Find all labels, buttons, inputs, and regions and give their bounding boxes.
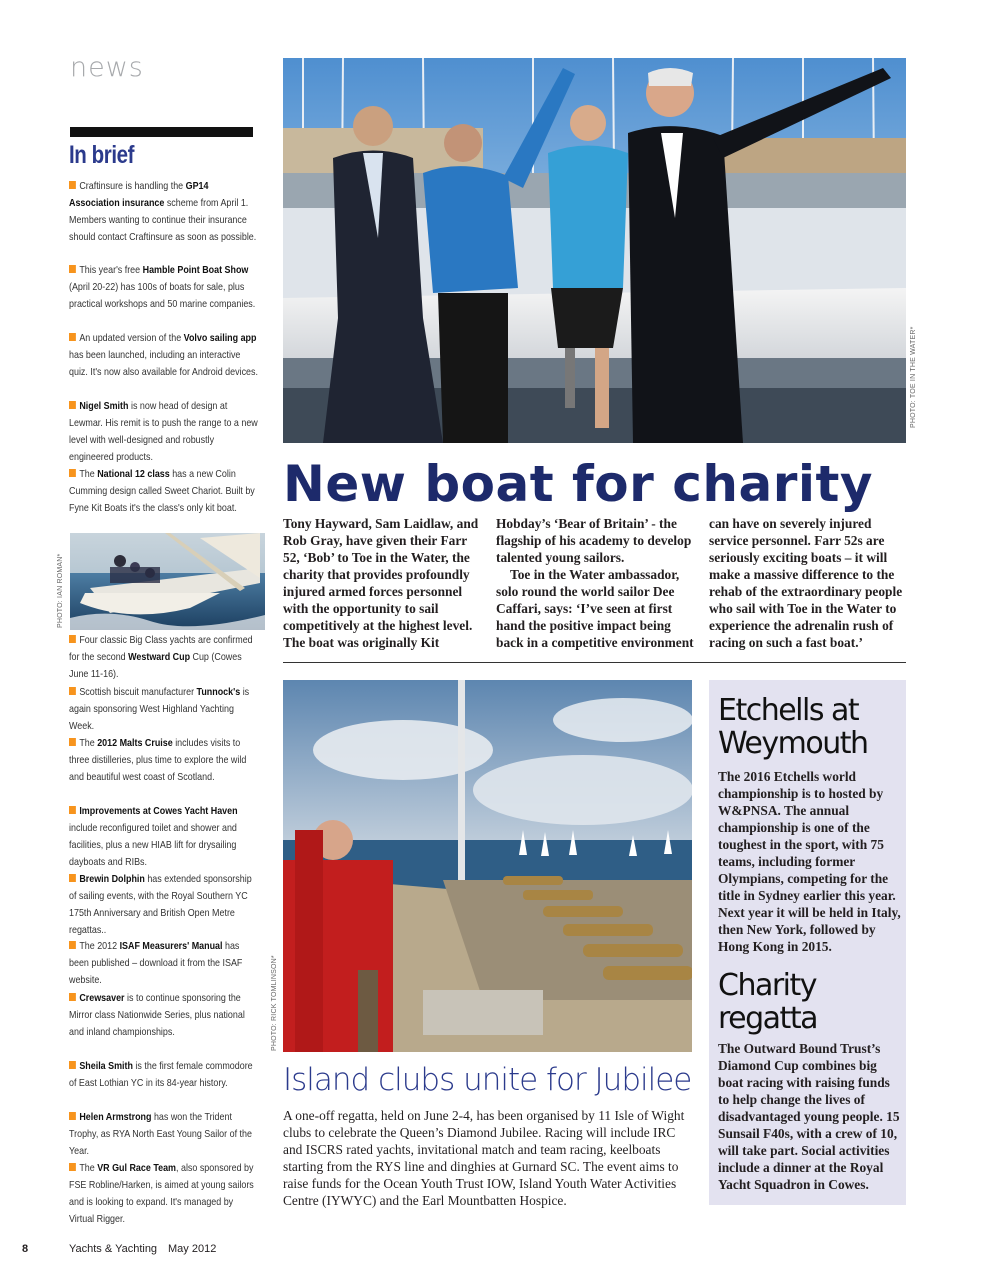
section-tag: news (70, 52, 144, 83)
jubilee-body: A one-off regatta, held on June 2-4, has been organised by 11 Isle of Wight clubs to celebrate the Queen’s Diamond Jubilee. Racing will include IRC and ISCRS rated yachts, invitational match and team racing, keelboats starting from the RYS line and dinghies at Gurnard SC. The event aims to raise funds for the Ocean Youth Trust IOW, Island Youth Water Activities Centre (IYWYC) and the Earl Mountbatten Hospice. (283, 1108, 685, 1208)
brief-item: The 2012 Malts Cruise includes visits to three distilleries, plus time to explore the wild and beautiful west coast of Scotland. (69, 738, 247, 783)
jubilee-cannons-photo (283, 680, 692, 1052)
brief-item: This year's free Hamble Point Boat Show (April 20-22) has 100s of boats for sale, plus practical workshops and 50 marine companies. (69, 265, 256, 310)
bullet-square-icon (69, 806, 76, 814)
story-column-1 (283, 515, 483, 651)
brief-item: Improvements at Cowes Yacht Haven include reconfigured toilet and shower and facilities, plus a new HIAB lift for drysailing dayboats and RIBs. (69, 806, 238, 868)
bullet-square-icon (69, 1163, 76, 1171)
brief-item: Scottish biscuit manufacturer Tunnock's is again sponsoring West Highland Yachting Week. (69, 687, 250, 732)
brief-item: The VR Gul Race Team, also sponsored by FSE Robline/Harken, is aimed at young sailors and is looking to expand. It's managed by Virtual Rigger. (69, 1163, 254, 1225)
brief-item: Helen Armstrong has won the Trident Trophy, as RYA North East Young Sailor of the Year. (69, 1112, 252, 1157)
in-brief-title: In brief (69, 141, 135, 169)
story-paragraph: Hobday’s ‘Bear of Britain’ - the flagship of his academy to develop talented young sailors. (496, 516, 692, 565)
story-column-3 (709, 515, 907, 651)
bullet-square-icon (69, 265, 76, 273)
brief-item: Brewin Dolphin has extended sponsorship of sailing events, with the Royal Southern YC 175th Anniversary and British Open Metre regattas.. (69, 874, 252, 936)
brief-item: Crewsaver is to continue sponsoring the Mirror class Nationwide Series, plus national and inland championships. (69, 993, 245, 1038)
story-paragraph: can have on severely injured service personnel. Farr 52s are seriously exciting boats – it will make a massive difference to the rehab of the extraordinary people who sail with Toe in the Water to experience the adrenalin rush of racing on such a fast boat.’ (709, 516, 903, 650)
bullet-square-icon (69, 401, 76, 409)
bullet-square-icon (69, 687, 76, 695)
in-brief-rule (70, 127, 253, 137)
story-column-2 (496, 515, 696, 651)
classic-yacht-photo (70, 533, 265, 630)
story-paragraph: Tony Hayward, Sam Laidlaw, and Rob Gray, have given their Farr 52, ‘Bob’ to Toe in the Water, the charity that provides profoundly injured armed forces personnel with the opportunity to sail competitively at the highest level. The boat was originally Kit (283, 516, 479, 650)
photo-credit-main: PHOTO: TOE IN THE WATER* (910, 326, 917, 428)
charity-regatta-body: The Outward Bound Trust’s Diamond Cup combines big boat racing with raising funds to help change the lives of disadvantaged young people. 15 Sunsail F40s, with a crew of 10, will take part. Social activities include a dinner at the Royal Yacht Squadron in Cowes. (718, 1041, 900, 1192)
jubilee-headline: Island clubs unite for Jubilee (283, 1062, 692, 1098)
brief-item: Craftinsure is handling the GP14 Association insurance scheme from April 1. Members wanting to continue their insurance should contact Craftinsure as soon as possible. (69, 181, 257, 243)
etchells-headline: Etchells at Weymouth (718, 693, 868, 761)
issue-date: May 2012 (168, 1243, 217, 1255)
section-divider (283, 662, 906, 663)
charity-group-photo (283, 58, 906, 443)
bullet-square-icon (69, 874, 76, 882)
story-paragraph: Toe in the Water ambassador, solo round the world sailor Dee Caffari, says: ‘I’ve seen at first hand the positive impact being back in a competitive environment (496, 567, 694, 650)
magazine-name: Yachts & Yachting (69, 1243, 158, 1255)
brief-item: An updated version of the Volvo sailing app has been launched, including an interactive quiz. It's now also available for Android devices. (69, 333, 258, 378)
brief-item: The National 12 class has a new Colin Cumming design called Sweet Chariot. Built by Fyne Kit Boats it's the class's only kit boat. (69, 469, 255, 514)
bullet-square-icon (69, 1061, 76, 1069)
bullet-square-icon (69, 635, 76, 643)
bullet-square-icon (69, 333, 76, 341)
brief-item: Nigel Smith is now head of design at Lewmar. His remit is to push the range to a new level with well-designed and robustly engineered products. (69, 401, 258, 463)
bullet-square-icon (69, 941, 76, 949)
etchells-body: The 2016 Etchells world championship is to hosted by W&PNSA. The annual championship is one of the toughest in the sport, with 75 teams, including former Olympians, competing for the title in Sydney earlier this year. Next year it will be held in Italy, then New York, followed by Hong Kong in 2015. (718, 769, 901, 954)
brief-item: Four classic Big Class yachts are confirmed for the second Westward Cup Cup (Cowes June 11-16). (69, 635, 253, 680)
brief-item: Sheila Smith is the first female commodore of East Lothian YC in its 84-year history. (69, 1061, 253, 1089)
bullet-square-icon (69, 1112, 76, 1120)
brief-item: The 2012 ISAF Measurers' Manual has been published – download it from the ISAF website. (69, 941, 243, 986)
bullet-square-icon (69, 181, 76, 189)
page-number: 8 (22, 1243, 29, 1255)
photo-credit-small: PHOTO: IAN ROMAN* (57, 553, 64, 628)
photo-credit-jubilee: PHOTO: RICK TOMLINSON* (271, 955, 278, 1051)
bullet-square-icon (69, 993, 76, 1001)
charity-regatta-headline: Charity regatta (718, 968, 817, 1036)
main-headline: New boat for charity (283, 455, 873, 513)
bullet-square-icon (69, 469, 76, 477)
bullet-square-icon (69, 738, 76, 746)
